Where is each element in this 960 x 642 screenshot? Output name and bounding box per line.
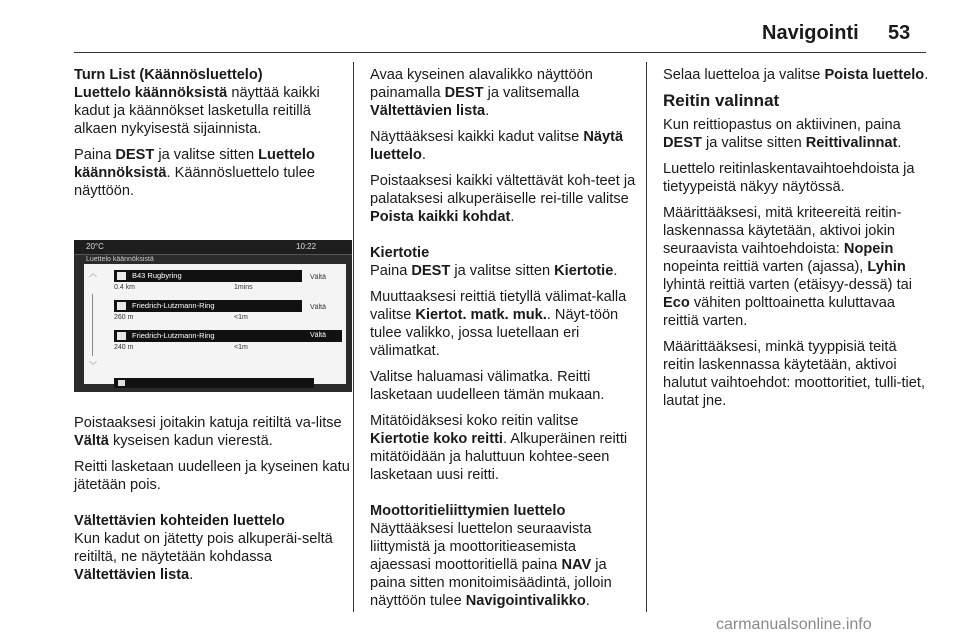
column-3 [663,66,929,418]
text: Selaa luetteloa ja valitse [663,67,825,83]
text: Määrittääksesi, mitä kriteereitä reitin-laskennassa käytetään, aktivoi jokin seuraavista vaihtoehdoista: [663,205,902,257]
text: . [897,135,902,151]
avoid-button[interactable]: Vältä [310,274,326,281]
bold-term: Eco [663,295,690,311]
avoid-button[interactable]: Vältä [310,304,326,311]
bold-term: Vältettävien lista [370,103,486,119]
text: Avaa kyseinen alavalikko näyttöön painamalla [370,67,593,101]
text: Mitätöidäksesi koko reitin valitse [370,413,579,429]
text: Muuttaaksesi reittiä tietyllä välimat-kalla valitse [370,289,627,323]
turn-row-1[interactable] [114,270,302,282]
page-number: 53 [888,22,911,44]
spacer [74,502,352,512]
column-divider-1 [353,62,354,612]
heading-turn-list: Turn List (Käännösluettelo) [74,67,263,83]
distance: 260 m [114,314,134,321]
text: ja valitse sitten [701,135,806,151]
infotainment-screenshot [74,240,352,392]
bold-term: Lyhin [867,259,906,275]
bold-term: Näytä luettelo [370,129,624,163]
paragraph-recalc: Reitti lasketaan uudelleen ja kyseinen katu jätetään pois. [74,459,350,493]
turn-row-3[interactable] [114,330,302,342]
paragraph-options-list: Luettelo reitinlaskentavaihtoehdoista ja tietyypeistä näkyy näytössä. [663,161,915,195]
street-name: Friedrich-Lutzmann-Ring [132,331,215,340]
bold-term: Kiertot. matk. muk. [415,307,547,323]
text: . [924,67,929,83]
heading-avoid-list: Vältettävien kohteiden luettelo [74,513,285,529]
text: . Alkuperäinen reitti mitätöidään ja haluttuun kohtee-seen lasketaan uusi reitti. [370,431,628,483]
bold-term: Nopein [843,241,894,257]
turn-icon [117,272,126,280]
bold-term: DEST [411,263,451,279]
turn-icon [117,302,126,310]
distance: 0.4 km [114,284,136,291]
text: Kun kadut on jätetty pois alkuperäi-seltä reitiltä, ne näytetään kohdassa [74,531,333,565]
text: ja valitse sitten [154,147,259,163]
clock: 10:22 [296,242,317,251]
duration: <1m [234,344,248,351]
text: Poistaaksesi kaikki vältettävät koh-teet ja palataksesi alkuperäiselle rei-tille valitse [370,173,636,207]
bold-term: DEST [115,147,155,163]
text: Näyttääksesi luettelon seuraavista liittymistä ja moottoritieasemista ajaessasi moottoritiellä paina [370,521,592,573]
paragraph-delete-list [663,66,929,84]
paragraph-avoid-list [74,530,352,584]
chevron-down-icon[interactable]: ﹀ [89,361,97,370]
list-title: Luettelo käännöksistä [86,256,154,263]
street-name: B43 Rugbyring [132,271,182,280]
column-divider-2 [646,62,647,612]
text: . [613,263,618,279]
street-name: Friedrich-Lutzmann-Ring [132,301,215,310]
paragraph-detour-distance [370,288,636,360]
paragraph-remove-all [370,172,636,226]
watermark: carmanualsonline.info [716,616,872,633]
map-icon[interactable] [118,380,125,386]
scrollbar[interactable] [92,294,93,356]
text: kyseisen kadun vierestä. [108,433,273,449]
bold-term: Luettelo käännöksistä [74,85,228,101]
paragraph-detour [370,262,636,280]
chevron-up-icon[interactable]: ︿ [89,269,97,278]
avoid-button[interactable]: Vältä [294,330,342,342]
bold-term: Kiertotie [554,263,614,279]
spacer [370,492,636,502]
paragraph-motorway [370,520,636,610]
turn-row-2[interactable] [114,300,302,312]
distance: 240 m [114,344,134,351]
bold-term: NAV [561,557,592,573]
bold-term: Navigointivalikko [465,593,586,609]
column-2 [370,66,636,618]
text: . [421,147,426,163]
bold-term: Reittivalinnat [805,135,898,151]
paragraph-show-list [370,128,636,164]
duration: 1mins [234,284,253,291]
paragraph-route-options [663,116,929,152]
paragraph-road-types: Määrittääksesi, minkä tyyppisiä teitä reitin laskennassa käytetään, aktivoi halutut vaihtoehdot: moottoritiet, tulli-tiet, lautat jne. [663,339,926,409]
bold-term: DEST [444,85,484,101]
paragraph-dest [74,146,352,200]
heading-motorway: Moottoritieliittymien luettelo [370,503,566,519]
text: . [585,593,590,609]
turn-list-panel [84,264,346,384]
bold-term: Kiertotie koko reitti [370,431,503,447]
page-title: Navigointi [762,22,859,44]
bold-term: Luettelo käännöksistä [74,147,315,181]
text: . Näyt-töön tulee valikko, jossa luetellaan eri välimatkat. [370,307,619,359]
heading-route-options: Reitin valinnat [663,91,780,110]
spacer [370,234,636,244]
text: ja paina sitten monitoimisäädintä, jolloin näyttöön tulee [370,557,612,609]
text: Poistaaksesi joitakin katuja reitiltä va-litse [74,415,342,431]
paragraph-avoid [74,414,352,450]
text: nopeinta reittiä varten (ajassa), [663,259,868,275]
turn-icon [117,332,126,340]
temperature: 20°C [86,242,104,251]
bold-term: DEST [663,135,702,151]
paragraph-turn-list [74,84,352,138]
bottom-bar [114,378,314,388]
text: Kun reittiopastus on aktiivinen, paina [663,117,901,133]
bold-term: Vältä [74,433,109,449]
page-header [0,0,960,52]
header-rule [74,52,926,53]
duration: <1m [234,314,248,321]
text: lyhintä reittiä varten (etäisyy-dessä) tai [663,277,913,293]
text: vähiten polttoainetta kuluttavaa reittiä varten. [663,295,896,329]
text: Paina [370,263,412,279]
heading-detour: Kiertotie [370,245,430,261]
text: Näyttääksesi kaikki kadut valitse [370,129,584,145]
text: ja valitse sitten [450,263,555,279]
text: . [189,567,194,583]
bold-term: Vältettävien lista [74,567,190,583]
paragraph-criteria [663,204,929,330]
text: . [485,103,490,119]
paragraph-cancel-route [370,412,636,484]
status-bar [74,240,352,255]
text: . [510,209,515,225]
text: näyttää kaikki kadut ja käännökset lasketulla reitillä alkaen nykyisestä sijainnista. [74,85,320,137]
bold-term: Poista kaikki kohdat [370,209,511,225]
text: ja valitsemalla [483,85,580,101]
paragraph-select-distance: Valitse haluamasi välimatka. Reitti lasketaan uudelleen tämän mukaan. [370,369,605,403]
paragraph-open-submenu [370,66,636,120]
text: Paina [74,147,116,163]
text: . Käännösluettelo tulee näyttöön. [74,165,315,199]
bold-term: Poista luettelo [824,67,925,83]
